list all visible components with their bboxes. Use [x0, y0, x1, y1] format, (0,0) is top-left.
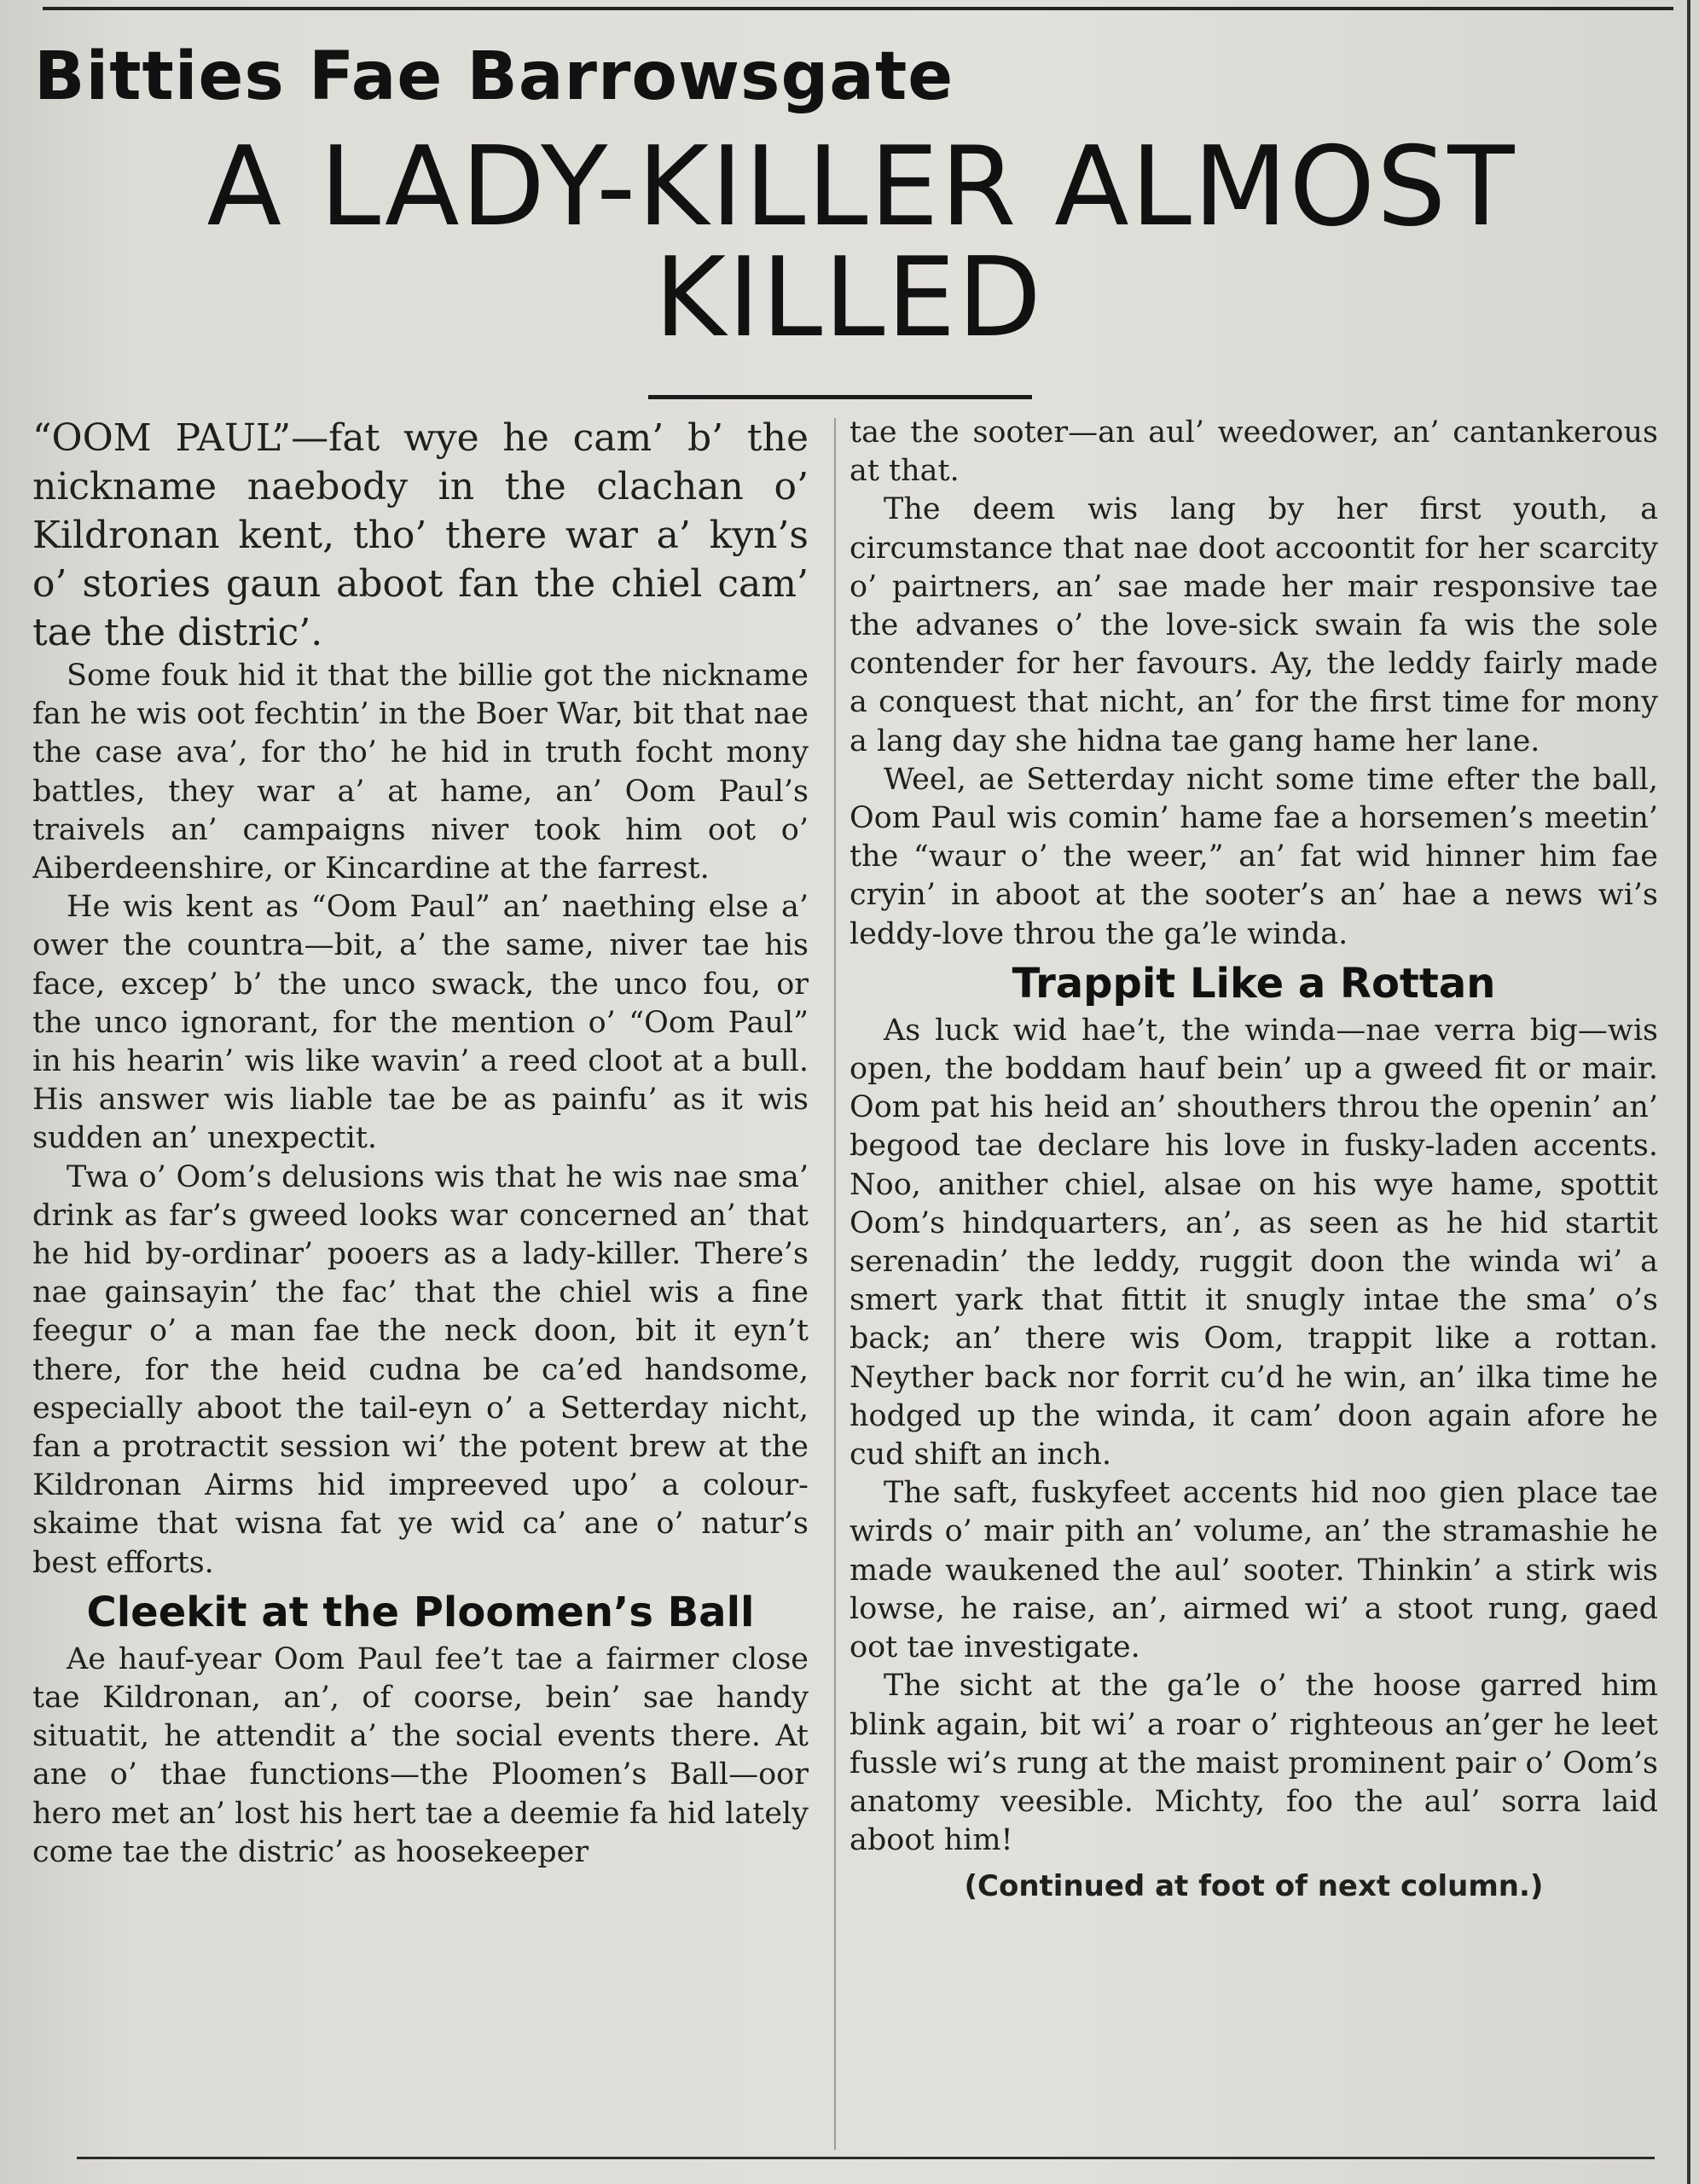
lead-paragraph: “OOM PAUL”—fat wye he cam’ b’ the nickname naebody in the clachan o’ Kildronan kent, tho’ there war a’ kyn’s o’ stories gaun aboot fan the chiel cam’ tae the distric’.	[32, 416, 809, 654]
subheading-trappit-like-a-rottan: Trappit Like a Rottan	[1012, 959, 1496, 1008]
right-edge-rule	[1687, 0, 1690, 2184]
column-kicker: Bitties Fae Barrowsgate	[34, 38, 954, 115]
paragraph: Weel, ae Setterday nicht some time efter the ball, Oom Paul wis comin’ hame fae a horsemen’s meetin’ the “waur o’ the weer,” an’ fat wid hinner him fae cryin’ in aboot at the sooter’s an’ hae a news wi’s leddy-love throu the ga’le winda.	[850, 762, 1658, 951]
paragraph: Twa o’ Oom’s delusions wis that he wis nae sma’ drink as far’s gweed looks war concerned an’ that he hid by-ordinar’ pooers as a lady-killer. There’s nae gainsayin’ the fac’ that the chiel wis a fine feegur o’ a man fae the neck doon, bit it eyn’t there, for the heid cudna be ca’ed handsome, especially aboot the tail-eyn o’ a Setterday nicht, fan a protractit session wi’ the potent brew at the Kildronan Airms hid impreeved upo’ a colour-skaime that wisna fat ye wid ca’ ane o’ natur’s best efforts.	[32, 1159, 809, 1580]
paragraph: Ae hauf-year Oom Paul fee’t tae a fairmer close tae Kildronan, an’, of coorse, bein’ sae handy situatit, he attendit a’ the social events there. At ane o’ thae functions—the Ploomen’s Ball—oor hero met an’ lost his hert tae a deemie fa hid lately come tae the distric’ as hoosekeeper	[32, 1641, 809, 1869]
left-column	[32, 414, 809, 2154]
right-column	[850, 414, 1658, 2154]
paragraph: He wis kent as “Oom Paul” an’ naething else a’ ower the countra—bit, a’ the same, niver tae his face, excep’ b’ the unco swack, the unco fou, or the unco ignorant, for the mention o’ “Oom Paul” in his hearin’ wis like wavin’ a reed cloot at a bull. His answer wis liable tae be as painfu’ as it wis sudden an’ unexpectit.	[32, 890, 809, 1156]
headline-line-2: KILLED	[654, 235, 1043, 362]
continued-note: (Continued at foot of next column.)	[964, 1869, 1544, 1904]
headline-line-1: A LADY-KILLER ALMOST	[206, 124, 1516, 251]
paragraph: tae the sooter—an aul’ weedower, an’ cantankerous at that.	[850, 415, 1658, 489]
paragraph: The saft, fuskyfeet accents hid noo gien place tae wirds o’ mair pith an’ volume, an’ the stramashie he made waukened the aul’ sooter. Thinkin’ a stirk wis lowse, he raise, an’, airmed wi’ a stoot rung, gaed oot tae investigate.	[850, 1476, 1658, 1665]
paragraph: The deem wis lang by her first youth, a circumstance that nae doot accoontit for her scarcity o’ pairtners, an’ sae made her mair responsive tae the advanes o’ the love-sick swain fa wis the sole contender for her favours. Ay, the leddy fairly made a conquest that nicht, an’ for the first time for mony a lang day she hidna tae gang hame her lane.	[850, 492, 1658, 758]
paragraph: The sicht at the ga’le o’ the hoose garred him blink again, bit wi’ a roar o’ righteous an’ger he leet fussle wi’s rung at the maist prominent pair o’ Oom’s anatomy veesible. Michty, foo the aul’ sorra laid aboot him!	[850, 1669, 1658, 1858]
bottom-rule	[77, 2157, 1655, 2159]
column-divider	[834, 418, 836, 2150]
subheading-ploomens-ball: Cleekit at the Ploomen’s Ball	[86, 1588, 755, 1636]
headline-rule	[648, 395, 1032, 399]
paragraph: Some fouk hid it that the billie got the nickname fan he wis oot fechtin’ in the Boer War, bit that nae the case ava’, for tho’ he hid in truth focht mony battles, they war a’ at hame, an’ Oom Paul’s traivels an’ campaigns niver took him oot o’ Aiberdeenshire, or Kincardine at the farrest.	[32, 659, 809, 886]
paragraph: As luck wid hae’t, the winda—nae verra big—wis open, the boddam hauf bein’ up a gweed fit or mair. Oom pat his heid an’ shouthers throu the openin’ an’ begood tae declare his love in fusky-laden accents. Noo, anither chiel, alsae on his wye hame, spottit Oom’s hindquarters, an’, as seen as he hid startit serenadin’ the leddy, ruggit doon the winda wi’ a smert yark that fittit it snugly intae the sma’ o’s back; an’ there wis Oom, trappit like a rottan. Neyther back nor forrit cu’d he win, an’ ilka time he hodged up the winda, it cam’ doon again afore he cud shift an inch.	[850, 1013, 1658, 1472]
top-rule	[43, 7, 1673, 10]
